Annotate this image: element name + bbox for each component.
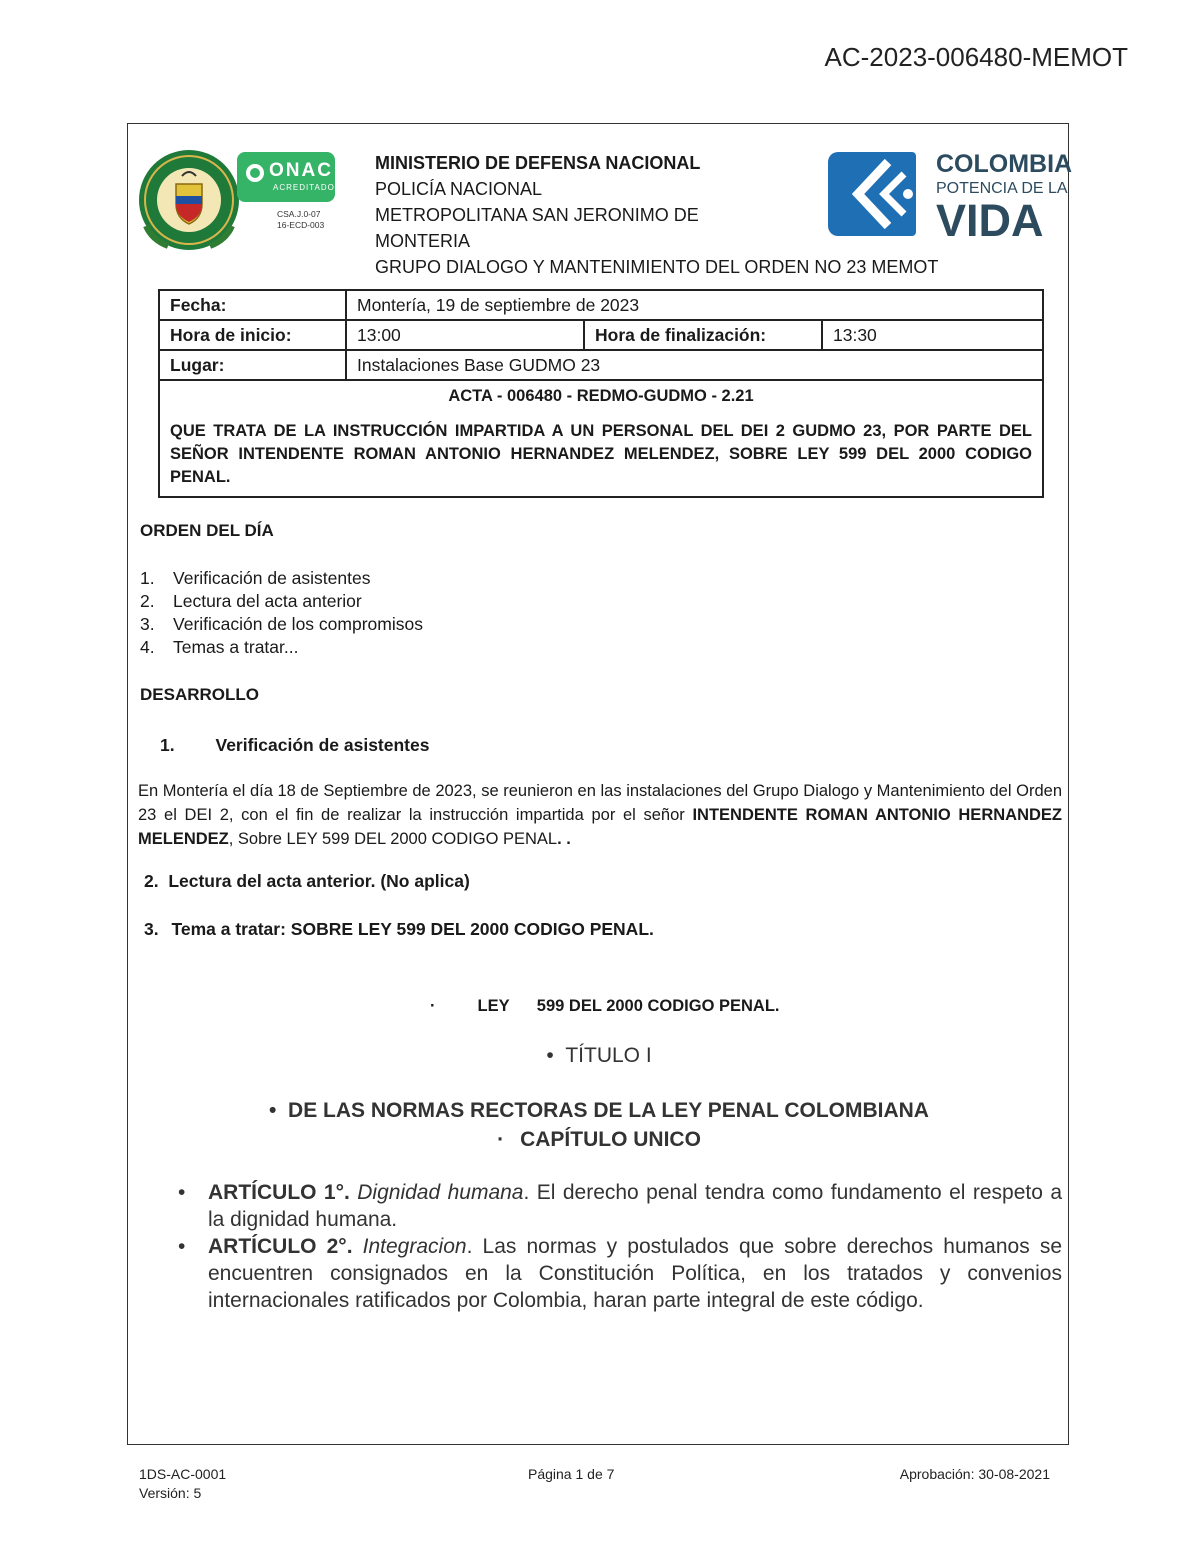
bullet-icon: · [497,1128,505,1151]
paragraph-text: En Montería el día 18 de Septiembre de 2023, se reunieron en las instalaciones del Grupo Dialogo y Mantenimiento del Orden 23 el DEI 2, con el fin de realizar la instrucción impartida por el señor [138,782,1062,824]
acta-title: ACTA - 006480 - REDMO-GUDMO - 2.21 [448,387,754,405]
fecha-value: Montería, 19 de septiembre de 2023 [346,290,1043,320]
list-item [140,590,423,613]
footer-code: 1DS-AC-0001 [139,1466,227,1482]
titulo-heading [128,1044,1070,1068]
colombia-logo-text-3: VIDA [936,195,1044,246]
article-2-text: . Las normas y postulados que sobre derechos humanos se encuentren consignados en la Constitución Política, en los tratados y convenios internacionales ratificados por Colombia, haran parte integral de este código. [208,1235,1062,1312]
normas-text: DE LAS NORMAS RECTORAS DE LA LEY PENAL COLOMBIANA [288,1099,929,1122]
acta-box [158,377,1044,498]
hora-fin-label: Hora de finalización: [584,320,822,350]
titulo-text: TÍTULO I [565,1044,652,1067]
footer-approval: Aprobación: 30-08-2021 [899,1466,1050,1482]
list-item-number: 3. [140,614,155,634]
hora-inicio-label: Hora de inicio: [159,320,346,350]
onac-logo-subtext: ACREDITADO [273,183,335,192]
list-item-text: Verificación de los compromisos [173,614,423,634]
list-item-text: Lectura del acta anterior [173,591,362,611]
section-1-heading [160,735,429,756]
hora-inicio-value: 13:00 [346,320,584,350]
lugar-label: Lugar: [159,350,346,380]
desarrollo-title: DESARROLLO [140,685,259,704]
footer-left [139,1465,226,1503]
onac-logo [237,152,335,202]
articles-list [178,1179,1062,1314]
list-item-text: Verificación de asistentes [173,568,371,588]
section-1-title: Verificación de asistentes [215,735,430,755]
list-item-number: 4. [140,637,155,657]
hora-fin-value: 13:30 [822,320,1043,350]
bullet-icon: • [178,1235,186,1258]
footer-page-number: Página 1 de 7 [528,1466,615,1482]
capitulo-heading [128,1128,1070,1152]
list-item [140,613,423,636]
lugar-value: Instalaciones Base GUDMO 23 [346,350,1043,380]
bullet-icon: • [546,1044,566,1067]
paragraph-bold-name: INTENDENTE ROMAN ANTONIO HERNANDEZ MELENDEZ [138,806,1062,848]
colombia-logo-text-2: POTENCIA DE LA [936,180,1068,197]
acta-description: QUE TRATA DE LA INSTRUCCIÓN IMPARTIDA A UN PERSONAL DEL DEI 2 GUDMO 23, POR PARTE DEL SEÑOR INTENDENTE ROMAN ANTONIO HERNANDEZ MELENDEZ, SOBRE LEY 599 DEL 2000 CODIGO PENAL. [170,422,1032,486]
ley-heading [430,997,780,1016]
colombia-logo-text-1: COLOMBIA [936,150,1073,178]
article-2 [178,1233,1062,1314]
list-item-number: 1. [140,568,155,588]
article-1 [178,1179,1062,1233]
section-1-number: 1. [160,735,175,755]
table-row [159,320,1043,350]
section-3-number: 3. [144,919,159,939]
section-2-heading: 2. Lectura del acta anterior. (No aplica) [144,871,470,891]
section-3-heading [144,919,654,940]
header-ministry: MINISTERIO DE DEFENSA NACIONAL [375,153,701,173]
article-1-name: Dignidad humana [357,1181,524,1204]
table-row [159,350,1043,380]
header-city: MONTERIA [375,231,471,251]
header-metropolitan: METROPOLITANA SAN JERONIMO DE [375,205,699,225]
bullet-icon: • [178,1181,186,1204]
section-1-paragraph [138,779,1062,851]
list-item-number: 2. [140,591,155,611]
paragraph-text-end: , Sobre LEY 599 DEL 2000 CODIGO PENAL [228,830,558,848]
list-item-text: Temas a tratar... [173,637,299,657]
colombia-wave-icon [828,152,916,236]
orden-del-dia-title: ORDEN DEL DÍA [140,521,274,540]
footer-version: Versión: 5 [139,1485,202,1501]
orden-del-dia-list [140,567,423,659]
onac-code-line-1: CSA.J.0-07 [277,209,321,219]
article-1-label: ARTÍCULO 1°. [208,1181,350,1204]
normas-heading [128,1099,1070,1123]
table-row [159,290,1043,320]
section-3-title: Tema a tratar: SOBRE LEY 599 DEL 2000 CODIGO PENAL. [171,919,654,939]
capitulo-text: CAPÍTULO UNICO [520,1128,701,1151]
fecha-label: Fecha: [159,290,346,320]
document-id: AC-2023-006480-MEMOT [824,42,1128,72]
bullet-icon: • [269,1099,289,1122]
article-2-label: ARTÍCULO 2°. [208,1235,353,1258]
paragraph-punctuation: . . [557,830,571,848]
onac-code-line-2: 16-ECD-003 [277,220,325,230]
header-police: POLICÍA NACIONAL [375,179,543,199]
police-seal-logo [136,146,242,254]
bullet-icon: · [430,997,436,1015]
onac-code [277,209,324,231]
onac-circle-icon [246,164,264,182]
header-group: GRUPO DIALOGO Y MANTENIMIENTO DEL ORDEN NO 23 MEMOT [375,257,939,277]
ley-heading-text: LEY 599 DEL 2000 CODIGO PENAL. [477,997,780,1015]
list-item [140,567,423,590]
meeting-info-table [158,289,1044,381]
colombia-potencia-logo [828,150,1073,246]
onac-logo-text: ONAC [269,160,333,181]
article-1-text: . El derecho penal tendra como fundamento el respeto a la dignidad humana. [208,1181,1062,1231]
document-frame [127,123,1073,1445]
list-item [140,636,423,659]
article-2-name: Integracion [362,1235,467,1258]
header-text [375,150,939,280]
